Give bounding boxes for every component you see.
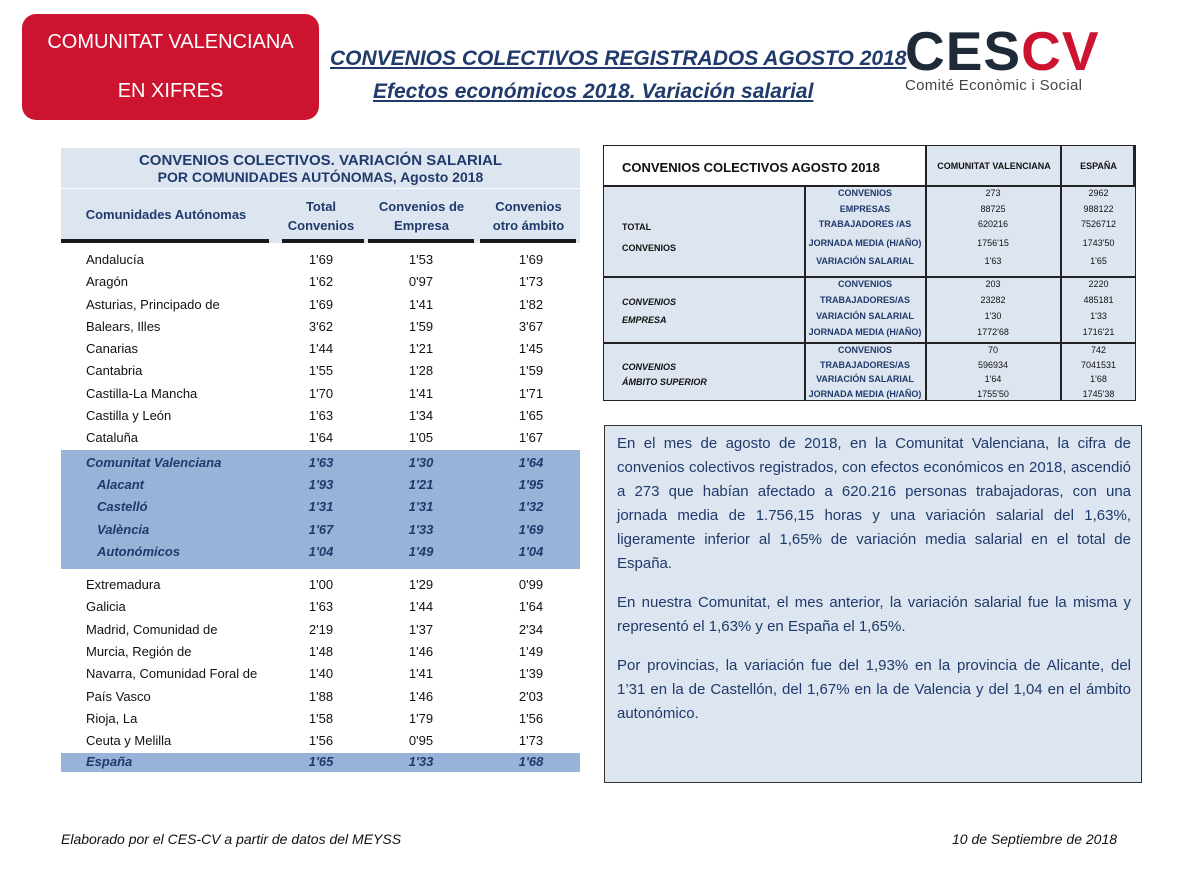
table-row [61, 452, 580, 474]
row-total: 1'58 [308, 710, 334, 726]
region-badge [22, 14, 319, 120]
page-subtitle: Efectos económicos 2018. Variación salarial [373, 80, 814, 103]
summary-cv: 620216 [977, 219, 1009, 229]
regional-wage-table [61, 148, 580, 772]
summary-cv: 273 [985, 188, 1001, 198]
table-row [61, 316, 580, 338]
row-total: 1'63 [308, 599, 334, 615]
summary-es: 1716'21 [1082, 327, 1115, 337]
col-es: ESPAÑA [1080, 161, 1117, 171]
summary-es: 1'33 [1090, 311, 1107, 321]
badge-line2: EN XIFRES [117, 80, 224, 102]
row-total: 1'48 [308, 644, 334, 660]
row-total: 1'93 [308, 476, 334, 492]
row-name: España [86, 753, 133, 769]
row-total: 1'63 [308, 408, 334, 424]
rows-group-a [61, 249, 580, 450]
summary-es: 1743'50 [1082, 237, 1115, 248]
table-title: CONVENIOS COLECTIVOS. VARIACIÓN SALARIAL [138, 152, 503, 169]
row-name: Comunitat Valenciana [86, 454, 222, 470]
row-otro: 1'45 [518, 341, 544, 357]
table-row [61, 574, 580, 596]
row-otro: 2'34 [518, 621, 544, 637]
summary-es: 1'65 [1090, 256, 1107, 266]
table-row [61, 541, 580, 563]
row-empresa: 1'49 [408, 543, 434, 559]
summary-es: 7526712 [1080, 219, 1117, 229]
table-row [61, 249, 580, 271]
summary-cv: 1756'15 [977, 237, 1009, 248]
table-row [61, 708, 580, 730]
summary-es: 7041531 [1080, 359, 1117, 370]
divider [480, 239, 576, 243]
row-name: Balears, Illes [86, 318, 161, 334]
row-total: 1'70 [308, 385, 334, 401]
divider [604, 276, 1135, 278]
row-total: 2'19 [308, 621, 334, 637]
row-empresa: 1'59 [408, 318, 434, 334]
divider [368, 239, 474, 243]
row-empresa: 1'46 [408, 688, 434, 704]
table-row [61, 519, 580, 541]
table-row [61, 686, 580, 708]
row-otro: 1'49 [518, 644, 544, 660]
row-name: Aragón [86, 274, 128, 290]
row-otro: 1'56 [518, 710, 544, 726]
row-total: 1'56 [308, 733, 334, 749]
summary-cv: 203 [985, 279, 1001, 289]
summary-cv: 70 [987, 345, 998, 355]
row-name: València [97, 521, 150, 537]
page-title: CONVENIOS COLECTIVOS REGISTRADOS AGOSTO 2018 [330, 47, 907, 70]
table-row [61, 730, 580, 752]
row-otro: 1'68 [518, 753, 544, 769]
row-name: Castelló [97, 499, 148, 515]
footer-date: 10 de Septiembre de 2018 [952, 831, 1118, 847]
table-row [61, 360, 580, 382]
row-name: Cataluña [86, 430, 139, 446]
summary-cv: 1'63 [984, 256, 1002, 266]
summary-label: JORNADA MEDIA (H/AÑO) [808, 237, 922, 248]
summary-es: 988122 [1083, 203, 1114, 214]
summary-es: 2962 [1088, 188, 1109, 198]
summary-label: VARIACIÓN SALARIAL [816, 374, 914, 384]
row-name: País Vasco [86, 688, 151, 704]
row-total: 1'00 [308, 577, 334, 593]
row-total: 1'31 [308, 499, 334, 515]
summary-cv: 596934 [977, 359, 1009, 370]
row-empresa: 1'44 [408, 599, 434, 615]
table-row [61, 271, 580, 293]
row-name: Galicia [86, 599, 126, 615]
group3-label2: ÁMBITO SUPERIOR [622, 377, 707, 387]
row-empresa: 0'95 [408, 733, 434, 749]
divider [61, 239, 269, 243]
row-empresa: 1'30 [408, 454, 434, 470]
row-otro: 3'67 [518, 318, 544, 334]
row-otro: 1'82 [518, 296, 544, 312]
row-otro: 1'67 [518, 430, 544, 446]
row-empresa: 1'33 [408, 753, 434, 769]
col-otro: Convenios otro ámbito [492, 199, 565, 233]
row-otro: 1'71 [518, 385, 544, 401]
row-name: Murcia, Región de [86, 644, 192, 660]
summary-cv: 1755'50 [977, 388, 1009, 399]
table-subtitle: POR COMUNIDADES AUTÓNOMAS, Agosto 2018 [157, 169, 484, 185]
row-empresa: 1'31 [408, 499, 434, 515]
summary-label: TRABAJADORES/AS [819, 295, 910, 305]
table-row [61, 496, 580, 518]
footer-source: Elaborado por el CES-CV a partir de datos del MEYSS [61, 831, 402, 847]
col-cv: COMUNITAT VALENCIANA [937, 161, 1051, 171]
summary-title: CONVENIOS COLECTIVOS AGOSTO 2018 [622, 160, 880, 175]
row-name: Andalucía [86, 252, 144, 267]
row-total: 1'62 [308, 274, 334, 290]
table-row [61, 641, 580, 663]
rows-group-b [61, 574, 580, 752]
summary-label: VARIACIÓN SALARIAL [816, 311, 914, 321]
group3-label: CONVENIOS [622, 362, 677, 372]
summary-label: JORNADA MEDIA (H/AÑO) [808, 388, 922, 399]
row-otro: 2'03 [518, 688, 544, 704]
table-row-espana [61, 753, 580, 772]
badge-line1: COMUNITAT VALENCIANA [47, 31, 294, 53]
table-row [61, 405, 580, 427]
col-region: Comunidades Autónomas [85, 207, 247, 222]
row-empresa: 1'21 [408, 476, 434, 492]
row-name: Asturias, Principado de [86, 296, 220, 312]
divider [604, 342, 1135, 344]
row-total: 1'40 [308, 666, 334, 682]
summary-cv: 1'64 [984, 374, 1002, 384]
table-row [61, 427, 580, 449]
table-row [61, 383, 580, 405]
paragraph-2: En nuestra Comunitat, el mes anterior, la variación salarial fue la misma y representó el 1,63% y en España el 1,65%. [617, 594, 1131, 635]
table-header [61, 148, 580, 188]
table-row [61, 619, 580, 641]
row-empresa: 1'79 [408, 710, 434, 726]
row-empresa: 1'37 [408, 621, 434, 637]
table-row [61, 663, 580, 685]
divider [282, 239, 364, 243]
group1-label: TOTAL [622, 222, 652, 232]
paragraph-3: Por provincias, la variación fue del 1,93% en la provincia de Alicante, del 1’31 en la de Castellón, del 1,67% en la de Valencia y del 1,04 en el ámbito autonómico. [617, 657, 1131, 722]
row-name: Castilla y León [86, 408, 172, 424]
table-row [61, 474, 580, 496]
row-total: 1'04 [308, 543, 334, 559]
row-total: 1'64 [308, 430, 334, 446]
row-otro: 1'64 [518, 454, 544, 470]
group1-label2: CONVENIOS [622, 243, 677, 253]
summary-es: 485181 [1083, 295, 1114, 305]
row-otro: 0'99 [518, 577, 544, 593]
logo-cv: CV [1021, 20, 1100, 82]
row-name: Castilla-La Mancha [86, 385, 198, 401]
row-empresa: 1'33 [408, 521, 434, 537]
column-headers [61, 189, 580, 243]
row-total: 1'44 [308, 341, 334, 357]
summary-es: 1'68 [1090, 374, 1107, 384]
row-otro: 1'64 [518, 599, 544, 615]
row-total: 1'88 [308, 688, 334, 704]
row-name: Canarias [86, 341, 139, 357]
group2-label2: EMPRESA [622, 315, 667, 325]
row-total: 1'69 [308, 252, 334, 267]
row-empresa: 1'28 [408, 363, 434, 379]
summary-cv: 1772'68 [977, 327, 1009, 337]
row-name: Ceuta y Melilla [86, 733, 172, 749]
row-total: 1'63 [308, 454, 334, 470]
summary-label: VARIACIÓN SALARIAL [816, 256, 914, 266]
row-empresa: 1'41 [408, 296, 434, 312]
summary-label: JORNADA MEDIA (H/AÑO) [808, 327, 922, 337]
row-name: Extremadura [86, 577, 161, 593]
summary-cv: 1'30 [984, 311, 1002, 321]
group2-label: CONVENIOS [622, 297, 677, 307]
row-otro: 1'65 [518, 408, 544, 424]
row-empresa: 0'97 [408, 274, 434, 290]
row-total: 3'62 [308, 318, 334, 334]
summary-label: TRABAJADORES/AS [819, 359, 910, 370]
ces-cv-logo [905, 20, 1137, 94]
commentary-box [604, 425, 1142, 783]
row-empresa: 1'21 [408, 341, 434, 357]
col-total: Total Convenios [287, 199, 355, 233]
logo-tagline: Comité Econòmic i Social [905, 77, 1083, 94]
row-name: Cantabria [86, 363, 143, 379]
row-otro: 1'59 [518, 363, 544, 379]
row-total: 1'55 [308, 363, 334, 379]
divider [604, 185, 1135, 187]
row-empresa: 1'41 [408, 385, 434, 401]
row-otro: 1'73 [518, 733, 544, 749]
logo-ces: CES [905, 20, 1022, 82]
row-otro: 1'04 [518, 543, 544, 559]
paragraph-1: En el mes de agosto de 2018, en la Comunitat Valenciana, la cifra de convenios colectivos registrados, con efectos económicos en 2018, ascendió a 273 que habían afectado a 620.216 personas trabajadoras, con una jornada media de 1.756,15 horas y una variación salarial del 1,63%, ligeramente inferior al 1,65% de variación media salarial en el total de España. [617, 435, 1131, 572]
row-otro: 1'69 [518, 252, 544, 267]
row-empresa: 1'53 [408, 252, 434, 267]
row-total: 1'69 [308, 296, 334, 312]
summary-label: CONVENIOS [837, 345, 892, 355]
summary-label: TRABAJADORES /AS [818, 219, 912, 229]
row-otro: 1'32 [518, 499, 544, 515]
row-otro: 1'73 [518, 274, 544, 290]
table-row [61, 294, 580, 316]
row-total: 1'67 [308, 521, 334, 537]
row-name: Madrid, Comunidad de [86, 621, 218, 637]
row-empresa: 1'29 [408, 577, 434, 593]
row-name: Rioja, La [86, 710, 138, 726]
row-empresa: 1'41 [408, 666, 434, 682]
row-empresa: 1'05 [408, 430, 434, 446]
row-name: Alacant [97, 476, 144, 492]
rows-group-cv [61, 450, 580, 569]
row-name: Navarra, Comunidad Foral de [86, 666, 258, 682]
row-otro: 1'39 [518, 666, 544, 682]
col-empresa: Convenios de Empresa [378, 199, 465, 233]
table-row [61, 338, 580, 360]
row-empresa: 1'46 [408, 644, 434, 660]
summary-table [603, 145, 1136, 401]
row-name: Autonómicos [97, 543, 181, 559]
row-otro: 1'95 [518, 476, 544, 492]
summary-cv: 23282 [980, 295, 1006, 305]
summary-es: 1745'38 [1082, 388, 1115, 399]
row-empresa: 1'34 [408, 408, 434, 424]
row-total: 1'65 [308, 753, 334, 769]
summary-label: CONVENIOS [837, 279, 892, 289]
summary-es: 742 [1090, 345, 1107, 355]
row-otro: 1'69 [518, 521, 544, 537]
divider [1133, 146, 1135, 186]
summary-cv: 88725 [980, 203, 1006, 214]
summary-label: CONVENIOS [837, 188, 892, 198]
summary-label: EMPRESAS [839, 203, 891, 214]
summary-es: 2220 [1088, 279, 1109, 289]
table-row [61, 596, 580, 618]
